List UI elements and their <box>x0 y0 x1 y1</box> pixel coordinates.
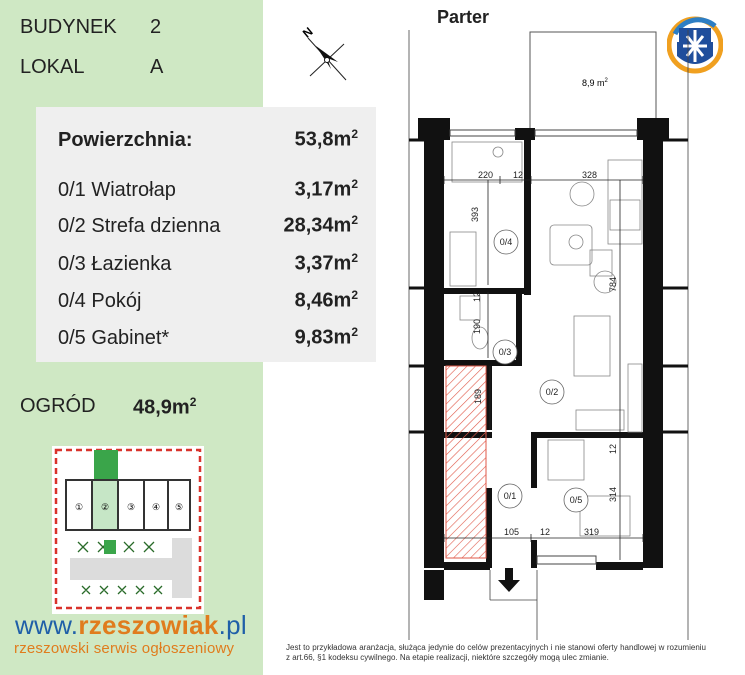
room-name: 0/2 Strefa dzienna <box>58 214 221 237</box>
room-row <box>58 213 358 238</box>
dim-105: 105 <box>504 527 520 537</box>
room-name: 0/5 Gabinet* <box>58 326 170 349</box>
room-label-0-4: 0/4 <box>499 237 513 247</box>
dim-319: 319 <box>584 527 600 537</box>
terrace-area: 8,9 $m^2$ <box>582 78 608 88</box>
building-label: BUDYNEK <box>20 16 117 38</box>
room-label-0-5: 0/5 <box>569 495 583 505</box>
dim-189: 189 <box>473 388 483 404</box>
highlighted-garden <box>94 450 118 480</box>
north-label: N <box>299 24 316 41</box>
brand-tagline: rzeszowski serwis ogłoszeniowy <box>14 640 235 657</box>
dim-784: 784 <box>608 276 618 292</box>
dim-12: 12 <box>513 170 524 180</box>
dim-328: 328 <box>582 170 598 180</box>
disclaimer-text: Jest to przykładowa aranżacja, służąca jedynie do celów prezentacyjnych i nie stanowi oferty handlowej w rozumieniu z art.66, §1 kodeksu cywilnego. Na etapie realizacji, niektóre szczegóły mogą ulec zmianie. <box>286 643 706 662</box>
site-unit-1: ① <box>74 502 84 512</box>
dim-190: 190 <box>472 318 482 334</box>
dim-12c: 12 <box>608 443 618 454</box>
room-row <box>58 288 358 313</box>
room-area: $3,37m^2$ <box>294 251 358 275</box>
site-unit-3: ③ <box>126 502 136 512</box>
compass-north-icon <box>298 24 353 84</box>
room-name: 0/4 Pokój <box>58 289 142 312</box>
area-title: Powierzchnia: <box>58 128 193 151</box>
room-label-0-3: 0/3 <box>498 347 512 357</box>
unit-label: LOKAL <box>20 56 85 78</box>
dim-12d: 12 <box>540 527 551 537</box>
entrance-arrow-icon <box>498 568 520 592</box>
dim-393: 393 <box>470 206 480 222</box>
room-label-0-2: 0/2 <box>545 387 559 397</box>
room-area: $28,34m^2$ <box>283 213 358 237</box>
dim-12b: 12 <box>472 291 482 302</box>
room-area: $9,83m^2$ <box>294 325 358 349</box>
room-area: $8,46m^2$ <box>294 288 358 312</box>
room-area: $3,17m^2$ <box>294 177 358 201</box>
room-row <box>58 177 358 202</box>
dim-314: 314 <box>608 486 618 502</box>
site-unit-5: ⑤ <box>174 502 184 512</box>
site-unit-2: ② <box>100 502 110 512</box>
room-name: 0/1 Wiatrołap <box>58 178 176 201</box>
area-total-value: $53,8m^2$ <box>294 127 358 151</box>
brand-url[interactable]: www.rzeszowiak.pl <box>15 610 247 640</box>
garden-value: $48,9m^2$ <box>133 395 197 419</box>
room-name: 0/3 Łazienka <box>58 252 172 275</box>
unit-value: A <box>150 56 164 78</box>
floor-plan <box>400 0 745 640</box>
dim-220: 220 <box>478 170 494 180</box>
site-unit-4: ④ <box>151 502 161 512</box>
area-total-row <box>58 127 358 152</box>
floor-title: Parter <box>437 7 490 27</box>
room-row <box>58 251 358 276</box>
room-label-0-1: 0/1 <box>503 491 517 501</box>
area-summary-box <box>36 107 376 362</box>
room-row <box>58 325 358 350</box>
building-value: 2 <box>150 16 162 38</box>
site-plan-map <box>52 446 204 614</box>
garden-label: OGRÓD <box>20 395 96 417</box>
